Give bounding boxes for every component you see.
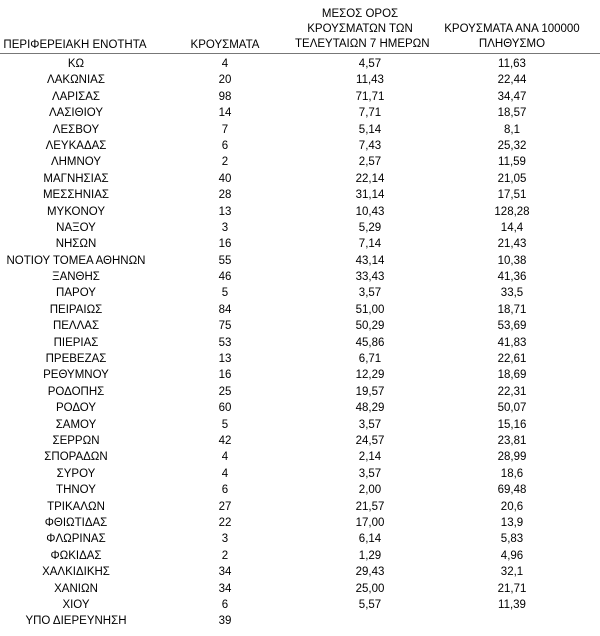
per100k-cell: 50,07 bbox=[497, 402, 527, 415]
avg7-cell: 21,57 bbox=[355, 500, 385, 513]
region-cell: ΝΑΞΟΥ bbox=[56, 221, 96, 234]
cases-cell: 6 bbox=[221, 484, 229, 497]
cases-cell: 4 bbox=[221, 467, 229, 480]
avg7-cell: 6,71 bbox=[358, 353, 382, 366]
avg7-cell: 51,00 bbox=[355, 303, 385, 316]
cases-cell: 53 bbox=[218, 336, 232, 349]
per100k-cell: 69,48 bbox=[497, 484, 527, 497]
cases-cell: 22 bbox=[218, 516, 232, 529]
cases-cell: 84 bbox=[218, 303, 232, 316]
per100k-cell: 18,6 bbox=[500, 467, 524, 480]
table-row bbox=[0, 351, 600, 367]
per100k-cell: 28,99 bbox=[497, 451, 527, 464]
region-cell: ΤΗΝΟΥ bbox=[56, 484, 96, 497]
per100k-cell: 10,38 bbox=[497, 254, 527, 267]
per100k-cell: 22,44 bbox=[497, 74, 527, 87]
avg7-cell: 24,57 bbox=[355, 434, 385, 447]
region-cell: ΝΟΤΙΟΥ ΤΟΜΕΑ ΑΘΗΝΩΝ bbox=[6, 254, 146, 267]
per100k-cell: 41,83 bbox=[497, 336, 527, 349]
cases-cell: 6 bbox=[221, 598, 229, 611]
per100k-cell: 18,71 bbox=[497, 303, 527, 316]
per100k-cell: 15,16 bbox=[497, 418, 527, 431]
per100k-cell: 21,71 bbox=[497, 582, 527, 595]
table-row bbox=[0, 122, 600, 138]
table-row bbox=[0, 499, 600, 515]
header-cases-line: ΚΡΟΥΣΜΑΤΑ bbox=[190, 39, 260, 51]
region-cell: ΜΥΚΟΝΟΥ bbox=[46, 205, 106, 218]
table-row bbox=[0, 433, 600, 449]
region-cell: ΠΡΕΒΕΖΑΣ bbox=[45, 353, 107, 366]
avg7-cell: 7,71 bbox=[358, 107, 382, 120]
region-cell: ΠΕΛΛΑΣ bbox=[52, 320, 100, 333]
cases-cell: 5 bbox=[221, 418, 229, 431]
table-row bbox=[0, 335, 600, 351]
per100k-cell: 20,6 bbox=[500, 500, 524, 513]
avg7-cell: 2,14 bbox=[358, 451, 382, 464]
per100k-cell: 13,9 bbox=[500, 516, 524, 529]
cases-cell: 7 bbox=[221, 123, 229, 136]
table-row bbox=[0, 269, 600, 285]
avg7-cell: 5,29 bbox=[358, 221, 382, 234]
table-row bbox=[0, 531, 600, 547]
cases-cell: 4 bbox=[221, 451, 229, 464]
table-row bbox=[0, 220, 600, 236]
per100k-cell: 8,1 bbox=[504, 123, 520, 136]
region-cell: ΠΙΕΡΙΑΣ bbox=[53, 336, 99, 349]
table-row bbox=[0, 597, 600, 613]
region-cell: ΣΥΡΟΥ bbox=[56, 467, 96, 480]
cases-cell: 34 bbox=[218, 566, 232, 579]
region-cell: ΧΑΛΚΙΔΙΚΗΣ bbox=[42, 566, 110, 579]
cases-cell: 28 bbox=[218, 189, 232, 202]
header-avg7-line: ΤΕΛΕΥΤΑΙΩΝ 7 ΗΜΕΡΩΝ bbox=[295, 38, 430, 50]
per100k-cell: 4,96 bbox=[500, 549, 524, 562]
cases-cell: 3 bbox=[221, 533, 229, 546]
per100k-cell: 22,31 bbox=[497, 385, 527, 398]
cases-cell: 16 bbox=[218, 369, 232, 382]
avg7-cell: 3,57 bbox=[358, 287, 382, 300]
avg7-cell: 7,43 bbox=[358, 139, 382, 152]
table-row bbox=[0, 105, 600, 121]
avg7-cell: 17,00 bbox=[355, 516, 385, 529]
avg7-cell: 31,14 bbox=[355, 189, 385, 202]
cases-cell: 14 bbox=[218, 107, 232, 120]
avg7-cell: 45,86 bbox=[355, 336, 385, 349]
header-cases bbox=[180, 38, 270, 53]
per100k-cell: 41,36 bbox=[497, 271, 527, 284]
table-row bbox=[0, 548, 600, 564]
avg7-cell: 4,57 bbox=[358, 58, 382, 70]
table-row bbox=[0, 384, 600, 400]
region-cell: ΠΑΡΟΥ bbox=[56, 287, 96, 300]
per100k-cell: 34,47 bbox=[497, 90, 527, 103]
per100k-cell: 5,83 bbox=[500, 533, 524, 546]
cases-cell: 3 bbox=[221, 221, 229, 234]
cases-cell: 40 bbox=[218, 172, 232, 185]
per100k-cell: 25,32 bbox=[497, 139, 527, 152]
table-row bbox=[0, 236, 600, 252]
table-row bbox=[0, 204, 600, 220]
cases-cell: 2 bbox=[221, 156, 229, 169]
avg7-cell: 11,43 bbox=[356, 74, 384, 87]
table-row bbox=[0, 581, 600, 597]
region-cell: ΜΑΓΝΗΣΙΑΣ bbox=[43, 172, 109, 185]
table-row bbox=[0, 367, 600, 383]
header-avg7 bbox=[295, 7, 430, 52]
avg7-cell: 43,14 bbox=[355, 254, 385, 267]
avg7-cell: 29,43 bbox=[355, 566, 385, 579]
table-row bbox=[0, 515, 600, 531]
region-cell: ΤΡΙΚΑΛΩΝ bbox=[47, 500, 105, 513]
table-row bbox=[0, 285, 600, 301]
table-row bbox=[0, 449, 600, 465]
cases-cell: 27 bbox=[218, 500, 232, 513]
per100k-cell: 18,57 bbox=[497, 107, 527, 120]
per100k-cell: 14,4 bbox=[500, 221, 524, 234]
table-body bbox=[0, 56, 600, 630]
header-per100k-line: ΠΛΗΘΥΣΜΟ bbox=[478, 38, 546, 50]
header-per100k bbox=[438, 22, 586, 52]
table-row bbox=[0, 417, 600, 433]
cases-cell: 39 bbox=[218, 615, 232, 628]
table-row bbox=[0, 154, 600, 170]
header-region bbox=[0, 38, 150, 53]
cases-cell: 60 bbox=[218, 402, 232, 415]
per100k-cell: 21,43 bbox=[497, 238, 527, 251]
table-row bbox=[0, 72, 600, 88]
avg7-cell: 48,29 bbox=[355, 402, 385, 415]
region-cell: ΡΕΘΥΜΝΟΥ bbox=[43, 369, 109, 382]
per100k-cell: 11,59 bbox=[498, 156, 526, 169]
avg7-cell: 10,43 bbox=[355, 205, 385, 218]
avg7-cell: 25,00 bbox=[355, 582, 385, 595]
avg7-cell: 7,14 bbox=[358, 238, 382, 251]
region-cell: ΣΑΜΟΥ bbox=[55, 418, 97, 431]
table-row bbox=[0, 613, 600, 629]
cases-cell: 13 bbox=[218, 353, 232, 366]
avg7-cell: 5,57 bbox=[358, 598, 382, 611]
header-divider bbox=[0, 53, 600, 54]
avg7-cell: 33,43 bbox=[355, 271, 385, 284]
avg7-cell: 6,14 bbox=[358, 533, 382, 546]
region-cell: ΦΩΚΙΔΑΣ bbox=[50, 549, 102, 562]
region-cell: ΠΕΙΡΑΙΩΣ bbox=[49, 303, 103, 316]
per100k-cell: 17,51 bbox=[497, 189, 527, 202]
cases-cell: 75 bbox=[218, 320, 232, 333]
region-cell: ΧΑΝΙΩΝ bbox=[54, 582, 98, 595]
header-avg7-line: ΜΕΣΟΣ ΟΡΟΣ bbox=[321, 8, 399, 20]
region-cell: ΥΠΟ ΔΙΕΡΕΥΝΗΣΗ bbox=[25, 615, 127, 628]
cases-cell: 55 bbox=[218, 254, 232, 267]
region-cell: ΣΠΟΡΑΔΩΝ bbox=[44, 451, 108, 464]
header-per100k-line: ΚΡΟΥΣΜΑΤΑ ΑΝΑ 100000 bbox=[444, 23, 580, 35]
avg7-cell: 19,57 bbox=[355, 385, 385, 398]
table-row bbox=[0, 482, 600, 498]
region-cell: ΞΑΝΘΗΣ bbox=[52, 271, 100, 284]
cases-cell: 13 bbox=[218, 205, 232, 218]
region-cell: ΛΑΚΩΝΙΑΣ bbox=[47, 74, 105, 87]
table-row bbox=[0, 56, 600, 72]
region-cell: ΣΕΡΡΩΝ bbox=[52, 434, 100, 447]
cases-cell: 5 bbox=[221, 287, 229, 300]
per100k-cell: 53,69 bbox=[497, 320, 527, 333]
table-row bbox=[0, 171, 600, 187]
header-region-line: ΠΕΡΙΦΕΡΕΙΑΚΗ ΕΝΟΤΗΤΑ bbox=[3, 39, 147, 51]
cases-cell: 2 bbox=[221, 549, 229, 562]
region-cell: ΛΑΣΙΘΙΟΥ bbox=[48, 107, 104, 120]
avg7-cell: 12,29 bbox=[355, 369, 385, 382]
avg7-cell: 2,00 bbox=[358, 484, 382, 497]
per100k-cell: 22,61 bbox=[497, 353, 527, 366]
cases-cell: 34 bbox=[218, 582, 232, 595]
table-row bbox=[0, 302, 600, 318]
per100k-cell: 33,5 bbox=[500, 287, 524, 300]
table-row bbox=[0, 318, 600, 334]
region-cell: ΦΘΙΩΤΙΔΑΣ bbox=[44, 516, 108, 529]
cases-cell: 25 bbox=[218, 385, 232, 398]
table-row bbox=[0, 89, 600, 105]
region-cell: ΝΗΣΩΝ bbox=[55, 238, 97, 251]
cases-cell: 4 bbox=[221, 58, 229, 70]
region-cell: ΛΕΣΒΟΥ bbox=[52, 123, 100, 136]
table-row bbox=[0, 187, 600, 203]
table-row bbox=[0, 466, 600, 482]
region-cell: ΜΕΣΣΗΝΙΑΣ bbox=[42, 189, 110, 202]
avg7-cell: 71,71 bbox=[355, 90, 385, 103]
table-row bbox=[0, 138, 600, 154]
table-row bbox=[0, 253, 600, 269]
table-row bbox=[0, 400, 600, 416]
avg7-cell: 3,57 bbox=[358, 467, 382, 480]
cases-cell: 6 bbox=[221, 139, 229, 152]
header-avg7-line: ΚΡΟΥΣΜΑΤΩΝ ΤΩΝ bbox=[307, 23, 413, 35]
region-cell: ΦΛΩΡΙΝΑΣ bbox=[46, 533, 106, 546]
region-cell: ΡΟΔΟΥ bbox=[55, 402, 97, 415]
per100k-cell: 128,28 bbox=[494, 205, 530, 218]
avg7-cell: 50,29 bbox=[355, 320, 385, 333]
per100k-cell: 21,05 bbox=[497, 172, 527, 185]
per100k-cell: 18,69 bbox=[497, 369, 527, 382]
region-cell: ΧΙΟΥ bbox=[62, 598, 90, 611]
avg7-cell: 5,14 bbox=[358, 123, 382, 136]
region-cell: ΛΑΡΙΣΑΣ bbox=[51, 90, 101, 103]
avg7-cell: 2,57 bbox=[358, 156, 382, 169]
avg7-cell: 1,29 bbox=[358, 549, 382, 562]
avg7-cell: 22,14 bbox=[355, 172, 385, 185]
cases-cell: 98 bbox=[218, 90, 232, 103]
region-cell: ΛΕΥΚΑΔΑΣ bbox=[45, 139, 107, 152]
table-row bbox=[0, 564, 600, 580]
avg7-cell: 3,57 bbox=[358, 418, 382, 431]
region-cell: ΚΩ bbox=[67, 58, 85, 70]
per100k-cell: 11,39 bbox=[498, 598, 526, 611]
per100k-cell: 32,1 bbox=[500, 566, 524, 579]
per100k-cell: 23,81 bbox=[497, 434, 527, 447]
region-cell: ΡΟΔΟΠΗΣ bbox=[47, 385, 105, 398]
cases-cell: 20 bbox=[218, 74, 232, 87]
cases-cell: 42 bbox=[218, 434, 232, 447]
cases-cell: 46 bbox=[218, 271, 232, 284]
region-cell: ΛΗΜΝΟΥ bbox=[50, 156, 102, 169]
per100k-cell: 11,63 bbox=[498, 58, 526, 70]
cases-cell: 16 bbox=[218, 238, 232, 251]
